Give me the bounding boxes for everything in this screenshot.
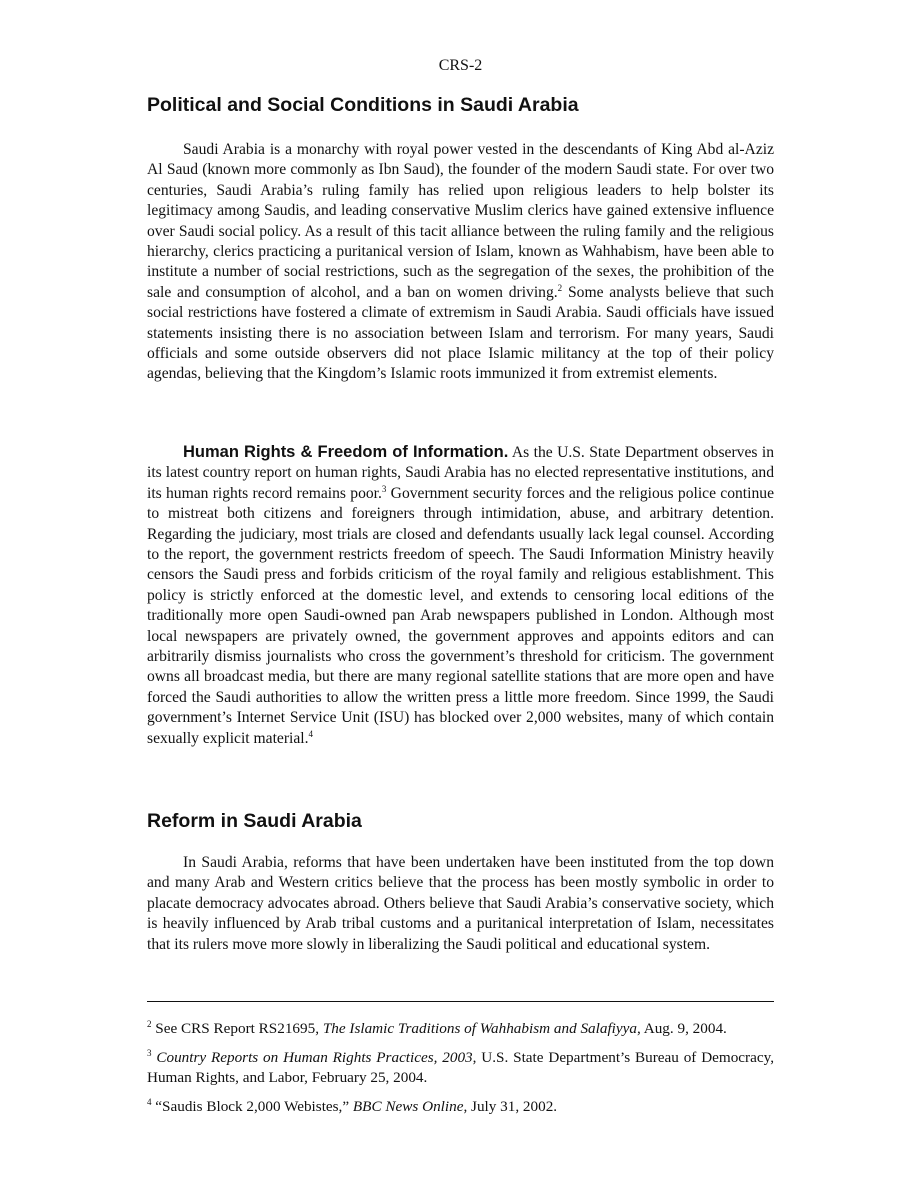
footnote-divider [147, 1001, 774, 1002]
section-heading-political-social: Political and Social Conditions in Saudi Arabia [147, 94, 579, 116]
footnote-ref-4[interactable]: 4 [308, 728, 314, 739]
footnote-2: $^2$ See CRS Report RS21695, The Islamic Traditions of Wahhabism and Salafiyya, Aug. 9, 2004. [147, 1018, 727, 1037]
page-label: CRS-2 [438, 57, 483, 74]
footnote-3: $^3$ Country Reports on Human Rights Practices, 2003, U.S. State Department’s Bureau of Democracy, Human Rights, and Labor, February 25, 2004. [147, 1047, 774, 1086]
footnote-ref-3[interactable]: 3 [381, 483, 387, 494]
paragraph-political-conditions: Saudi Arabia is a monarchy with royal power vested in the descendants of King Abd al-Aziz Al Saud (known more commonly as Ibn Saud), the founder of the modern Saudi state. For over two centuries, Saudi Arabia’s ruling family has relied upon religious leaders to help bolster its legitimacy among Saudis, and leading conservative Muslim clerics have gained extensive influence over Saudi social policy. As a result of this tacit alliance between the ruling family and the religious hierarchy, clerics practicing a puritanical version of Islam, known as Wahhabism, have been able to institute a number of social restrictions, such as the segregation of the sexes, the prohibition of the sale and consumption of alcohol, and a ban on women driving.$^2$ Some analysts believe that such social restrictions have fostered a climate of extremism in Saudi Arabia. Saudi officials have issued statements insisting there is no association between Islam and terrorism. For many years, Saudi officials and some outside observers did not place Islamic militancy at the top of their policy agendas, believing that the Kingdom’s Islamic roots immunized it from extremist elements. [147, 141, 774, 383]
runin-heading-human-rights: Human Rights & Freedom of Information. [183, 443, 509, 461]
paragraph-human-rights: Human Rights & Freedom of Information. As the U.S. State Department observes in its latest country report on human rights, Saudi Arabia has no elected representative institutions, and its human rights record remains poor.$^3$ Government security forces and the religious police continue to mistreat both citizens and foreigners through intimidation, abuse, and arbitrary detention. Regarding the judiciary, most trials are closed and defendants usually lack legal counsel. According to the report, the government restricts freedom of speech. The Saudi Information Ministry heavily censors the Saudi press and forbids criticism of the royal family and religious establishment. This policy is strictly enforced at the domestic level, and extends to censoring local editions of the traditionally more open Saudi-owned pan Arab newspapers published in London. Although most local newspapers are privately owned, the government approves and appoints editors and can arbitrarily dismiss journalists who cross the government’s threshold for criticism. The government owns all broadcast media, but there are many regional satellite stations that are more open and have forced the Saudi authorities to allow the written press a little more freedom. Since 1999, the Saudi government’s Internet Service Unit (ISU) has blocked over 2,000 websites, many of which contain sexually explicit material.$^4$ [147, 443, 774, 747]
footnote-ref-2[interactable]: 2 [557, 282, 563, 293]
footnote-4: $^4$ “Saudis Block 2,000 Webistes,” BBC News Online, July 31, 2002. [147, 1096, 558, 1115]
section-heading-reform: Reform in Saudi Arabia [147, 810, 362, 832]
paragraph-reform: In Saudi Arabia, reforms that have been undertaken have been instituted from the top down and many Arab and Western critics believe that the process has been mostly symbolic in order to placate democracy advocates abroad. Others believe that Saudi Arabia’s conservative society, which is heavily influenced by Arab tribal customs and a puritanical interpretation of Islam, necessitates that its rulers move more slowly in liberalizing the Saudi political and educational system. [147, 854, 774, 953]
